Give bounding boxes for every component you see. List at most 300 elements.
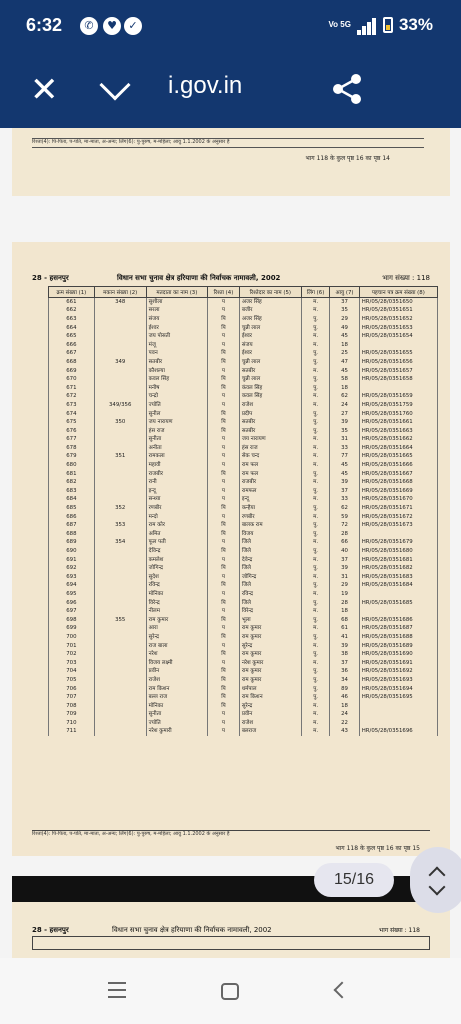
table-cell: राजेश <box>239 719 301 728</box>
table-row <box>49 340 438 349</box>
column-header: रिश्ता (4) <box>208 287 240 298</box>
table-cell: पि <box>208 650 240 659</box>
table-row <box>49 641 438 650</box>
table-cell <box>94 409 146 418</box>
part-number-next: भाग संख्या : 118 <box>379 927 420 934</box>
table-cell: 31 <box>330 435 359 444</box>
table-cell: ज्योति <box>146 719 207 728</box>
table-cell: पु. <box>301 315 330 324</box>
table-row <box>49 633 438 642</box>
table-cell: HR/05/28/0351681 <box>359 555 437 564</box>
table-cell: 680 <box>49 461 95 470</box>
pdf-viewer[interactable] <box>0 128 461 958</box>
table-cell: प <box>208 444 240 453</box>
table-cell: म. <box>301 719 330 728</box>
table-cell: म. <box>301 701 330 710</box>
roll-title-next: विधान सभा चुनाव क्षेत्र हरियाणा की निर्वाचक नामावली, 2002 <box>112 926 272 934</box>
table-cell: 349 <box>94 358 146 367</box>
table-cell <box>94 478 146 487</box>
table-cell: मोनिका <box>146 590 207 599</box>
table-cell: HR/05/28/0351695 <box>359 693 437 702</box>
table-cell: पु. <box>301 409 330 418</box>
table-cell: HR/05/28/0351759 <box>359 401 437 410</box>
table-cell: प <box>208 710 240 719</box>
table-row <box>49 298 438 307</box>
table-cell: 38 <box>330 650 359 659</box>
table-cell <box>94 366 146 375</box>
table-cell <box>94 658 146 667</box>
table-cell: HR/05/28/0351653 <box>359 323 437 332</box>
table-cell: पु. <box>301 676 330 685</box>
table-cell: पि <box>208 418 240 427</box>
home-icon[interactable] <box>221 983 239 1000</box>
table-cell: 25 <box>330 349 359 358</box>
table-cell: रामकला <box>146 452 207 461</box>
table-row <box>49 495 438 504</box>
table-cell: प <box>208 392 240 401</box>
table-cell: 351 <box>94 452 146 461</box>
table-cell: 354 <box>94 538 146 547</box>
table-cell: चन्द्रो <box>146 392 207 401</box>
table-cell: म. <box>301 435 330 444</box>
table-cell <box>359 530 437 539</box>
table-cell <box>94 435 146 444</box>
table-cell: पु. <box>301 581 330 590</box>
table-cell: प <box>208 332 240 341</box>
table-cell: 686 <box>49 512 95 521</box>
table-cell: HR/05/28/0351651 <box>359 306 437 315</box>
legend-note: रिश्ता(4): पि-पिता, प-पति, मा-माता, अ-अन्य; लिंग(6): पु-पुरुष, म-महिला; आयु 1.1.2002 के अनुसार है <box>32 138 424 148</box>
table-cell: पु. <box>301 383 330 392</box>
table-cell: 663 <box>49 315 95 324</box>
table-cell: प <box>208 298 240 307</box>
table-cell <box>94 426 146 435</box>
table-cell: नरेश कुमारी <box>146 727 207 736</box>
table-cell: राजबीर <box>239 478 301 487</box>
table-cell: 701 <box>49 641 95 650</box>
table-row <box>49 332 438 341</box>
table-cell: पि <box>208 358 240 367</box>
table-cell: 692 <box>49 564 95 573</box>
table-cell: पि <box>208 701 240 710</box>
table-cell: चुन्नी लाल <box>239 358 301 367</box>
table-cell: पु. <box>301 693 330 702</box>
table-row <box>49 667 438 676</box>
table-cell: 89 <box>330 684 359 693</box>
table-cell: राम कोर <box>146 521 207 530</box>
table-cell: म. <box>301 710 330 719</box>
table-cell: 670 <box>49 375 95 384</box>
table-row <box>49 684 438 693</box>
table-row <box>49 504 438 513</box>
share-icon[interactable] <box>330 72 364 106</box>
table-cell: 674 <box>49 409 95 418</box>
table-cell: 37 <box>330 555 359 564</box>
table-cell: प <box>208 719 240 728</box>
table-cell: जय नारायण <box>239 435 301 444</box>
table-cell: HR/05/28/0351672 <box>359 512 437 521</box>
table-cell: सुनील <box>146 409 207 418</box>
table-cell: राम कुमार <box>239 676 301 685</box>
table-cell: पि <box>208 581 240 590</box>
table-cell: 682 <box>49 478 95 487</box>
table-row <box>49 401 438 410</box>
table-row <box>49 521 438 530</box>
table-cell: HR/05/28/0351690 <box>359 650 437 659</box>
table-cell: विरेन्द्र <box>239 607 301 616</box>
table-cell <box>94 633 146 642</box>
recents-icon[interactable] <box>108 982 126 998</box>
table-cell: पि <box>208 564 240 573</box>
table-cell <box>94 349 146 358</box>
table-cell: 18 <box>330 340 359 349</box>
table-cell: पि <box>208 323 240 332</box>
table-cell: HR/05/28/0351692 <box>359 667 437 676</box>
table-cell: जिले <box>239 564 301 573</box>
table-cell: HR/05/28/0351687 <box>359 624 437 633</box>
close-icon[interactable]: ✕ <box>30 70 59 110</box>
page-footer-15: भाग 118 के कुल पृष्ठ 16 का पृष्ठ 15 <box>335 845 420 852</box>
table-header-row <box>49 287 438 298</box>
table-cell: पु. <box>301 650 330 659</box>
table-cell: इन्दू <box>146 487 207 496</box>
table-cell: म. <box>301 340 330 349</box>
table-cell: पि <box>208 676 240 685</box>
table-cell: पु. <box>301 323 330 332</box>
table-cell: 703 <box>49 658 95 667</box>
table-cell <box>359 710 437 719</box>
back-icon[interactable] <box>334 982 351 999</box>
table-cell: 683 <box>49 487 95 496</box>
table-cell: HR/05/28/0351686 <box>359 615 437 624</box>
table-cell: प <box>208 401 240 410</box>
table-cell: म. <box>301 607 330 616</box>
table-cell: 47 <box>330 358 359 367</box>
table-cell: HR/05/28/0351685 <box>359 598 437 607</box>
table-cell: अमित <box>146 530 207 539</box>
table-row <box>49 650 438 659</box>
table-cell: ईश्वर <box>146 323 207 332</box>
table-row <box>49 598 438 607</box>
table-cell: 37 <box>330 658 359 667</box>
status-right <box>328 15 433 35</box>
table-cell: 710 <box>49 719 95 728</box>
url-text[interactable]: i.gov.in <box>168 72 243 99</box>
table-cell: पु. <box>301 633 330 642</box>
table-cell: सतबीर <box>239 418 301 427</box>
table-cell: 679 <box>49 452 95 461</box>
table-cell: नरेश कुमार <box>239 658 301 667</box>
table-cell: राम कुमार <box>239 624 301 633</box>
table-row <box>49 555 438 564</box>
table-cell: पि <box>208 693 240 702</box>
table-cell: 58 <box>330 375 359 384</box>
table-cell: पु. <box>301 358 330 367</box>
table-cell: HR/05/28/0351673 <box>359 521 437 530</box>
table-cell: 24 <box>330 401 359 410</box>
column-header: पहचान पत्र क्रम संख्या (8) <box>359 287 437 298</box>
table-cell: 39 <box>330 564 359 573</box>
table-cell: 671 <box>49 383 95 392</box>
table-cell <box>94 598 146 607</box>
table-row <box>49 366 438 375</box>
table-cell: राम फल <box>239 461 301 470</box>
table-cell: पु. <box>301 349 330 358</box>
messenger-icon: ✓ <box>124 17 142 35</box>
table-cell <box>94 641 146 650</box>
table-cell: प <box>208 555 240 564</box>
table-cell: इन्दू <box>239 495 301 504</box>
chevron-down-icon[interactable] <box>429 879 446 896</box>
table-cell: पु. <box>301 487 330 496</box>
table-cell: म. <box>301 332 330 341</box>
table-cell: बालक राम <box>239 521 301 530</box>
table-row <box>49 469 438 478</box>
table-cell: पि <box>208 349 240 358</box>
table-cell: राजबीर <box>146 469 207 478</box>
table-cell: देवेन्द्र <box>239 555 301 564</box>
table-cell <box>94 555 146 564</box>
table-row <box>49 375 438 384</box>
table-row <box>49 727 438 736</box>
constituency-label: 28 - हसनपुर <box>32 274 69 282</box>
table-cell: 34 <box>330 676 359 685</box>
table-cell: 678 <box>49 444 95 453</box>
table-cell: जोगिन्द्र <box>239 573 301 582</box>
table-cell: HR/05/28/0351664 <box>359 444 437 453</box>
table-cell: पि <box>208 633 240 642</box>
table-cell <box>94 676 146 685</box>
table-cell: सतबीर <box>146 358 207 367</box>
signal-icon <box>357 15 377 35</box>
page-scroll-button[interactable] <box>410 847 461 913</box>
column-header: रिश्तेदार का नाम (5) <box>239 287 301 298</box>
table-row <box>49 435 438 444</box>
table-row <box>49 315 438 324</box>
table-row <box>49 306 438 315</box>
table-cell: म. <box>301 392 330 401</box>
table-cell: म. <box>301 298 330 307</box>
table-cell: पि <box>208 684 240 693</box>
table-row <box>49 487 438 496</box>
table-row <box>49 607 438 616</box>
chevron-down-icon[interactable] <box>99 69 130 100</box>
table-cell: 37 <box>330 298 359 307</box>
table-cell: जिले <box>239 538 301 547</box>
table-row <box>49 452 438 461</box>
table-cell <box>94 315 146 324</box>
table-cell: प <box>208 461 240 470</box>
table-cell: मन्दो <box>146 512 207 521</box>
table-cell <box>94 710 146 719</box>
table-cell: 19 <box>330 590 359 599</box>
page-header <box>32 274 430 286</box>
table-cell: सरला <box>146 306 207 315</box>
table-cell: 673 <box>49 401 95 410</box>
table-cell: HR/05/28/0351658 <box>359 375 437 384</box>
table-row <box>49 581 438 590</box>
table-cell: 698 <box>49 615 95 624</box>
table-cell <box>94 564 146 573</box>
table-cell: 35 <box>330 426 359 435</box>
table-row <box>49 323 438 332</box>
table-cell: राम किशन <box>239 693 301 702</box>
table-cell: अजर सिंह <box>239 298 301 307</box>
part-number: भाग संख्या : 118 <box>382 274 430 282</box>
table-cell: रणबीर <box>239 512 301 521</box>
table-cell: कवल सिंह <box>239 392 301 401</box>
table-cell: सुनीता <box>146 435 207 444</box>
table-cell: रणबीर <box>146 504 207 513</box>
table-cell: 690 <box>49 547 95 556</box>
table-row <box>49 658 438 667</box>
table-cell: पु. <box>301 426 330 435</box>
table-cell: प <box>208 658 240 667</box>
table-cell: पि <box>208 383 240 392</box>
table-cell: म. <box>301 512 330 521</box>
table-cell: 687 <box>49 521 95 530</box>
table-cell: HR/05/28/0351671 <box>359 504 437 513</box>
table-row <box>49 573 438 582</box>
table-cell: हंस राज <box>146 426 207 435</box>
table-cell: HR/05/28/0351668 <box>359 478 437 487</box>
table-cell: 40 <box>330 547 359 556</box>
table-cell: 18 <box>330 701 359 710</box>
table-cell: 28 <box>330 530 359 539</box>
table-cell: प <box>208 495 240 504</box>
table-cell: HR/05/28/0351760 <box>359 409 437 418</box>
table-cell <box>359 719 437 728</box>
table-cell <box>94 487 146 496</box>
table-cell: प <box>208 607 240 616</box>
table-cell <box>94 684 146 693</box>
table-cell: पि <box>208 469 240 478</box>
table-cell: म. <box>301 624 330 633</box>
table-cell: 669 <box>49 366 95 375</box>
table-cell: HR/05/28/0351680 <box>359 547 437 556</box>
table-cell: फूल पती <box>146 538 207 547</box>
table-cell: HR/05/28/0351666 <box>359 461 437 470</box>
table-cell: 28 <box>330 598 359 607</box>
table-cell: 45 <box>330 332 359 341</box>
table-cell: रानी <box>146 478 207 487</box>
page-footer-14: भाग 118 के कुल पृष्ठ 16 का पृष्ठ 14 <box>305 155 390 162</box>
table-row <box>49 624 438 633</box>
table-cell: अनीता <box>146 444 207 453</box>
table-cell: बजीर <box>239 306 301 315</box>
table-cell: देविन्द्र <box>146 547 207 556</box>
table-cell: म. <box>301 495 330 504</box>
table-cell: राजेश <box>146 676 207 685</box>
table-row <box>49 693 438 702</box>
table-cell: पु. <box>301 547 330 556</box>
table-cell: 68 <box>330 615 359 624</box>
table-cell: 696 <box>49 598 95 607</box>
table-cell: जय पोसती <box>146 332 207 341</box>
table-cell <box>94 719 146 728</box>
table-cell: सुरेन्द्र <box>146 633 207 642</box>
table-cell <box>359 590 437 599</box>
table-cell: पि <box>208 547 240 556</box>
table-cell: म. <box>301 590 330 599</box>
table-cell: HR/05/28/0351669 <box>359 487 437 496</box>
table-cell: सेक चन्द <box>239 452 301 461</box>
table-cell <box>94 727 146 736</box>
table-cell: विजय <box>239 530 301 539</box>
table-row <box>49 461 438 470</box>
table-cell <box>94 573 146 582</box>
table-cell: प <box>208 452 240 461</box>
table-cell: प <box>208 641 240 650</box>
table-cell <box>94 547 146 556</box>
table-cell: 41 <box>330 633 359 642</box>
table-cell: प <box>208 573 240 582</box>
table-cell: 685 <box>49 504 95 513</box>
table-cell: 707 <box>49 693 95 702</box>
table-cell: प <box>208 478 240 487</box>
table-cell: हंस राज <box>239 444 301 453</box>
table-cell: सुरेन्द्र <box>239 701 301 710</box>
table-cell: म. <box>301 555 330 564</box>
table-cell: HR/05/28/0351662 <box>359 435 437 444</box>
table-cell: HR/05/28/0351696 <box>359 727 437 736</box>
page-indicator: 15/16 <box>314 863 394 897</box>
table-cell: सतबीर <box>239 426 301 435</box>
table-cell <box>94 701 146 710</box>
table-cell: 350 <box>94 418 146 427</box>
table-cell <box>94 581 146 590</box>
table-cell: HR/05/28/0351684 <box>359 581 437 590</box>
table-cell: पि <box>208 521 240 530</box>
table-row <box>49 710 438 719</box>
table-cell: बलराज <box>239 727 301 736</box>
table-cell <box>94 667 146 676</box>
table-cell: 39 <box>330 418 359 427</box>
table-cell: पि <box>208 315 240 324</box>
table-cell: पि <box>208 598 240 607</box>
table-cell: चुन्नी लाल <box>239 323 301 332</box>
network-label: Vo 5G <box>328 20 351 29</box>
table-cell: प <box>208 590 240 599</box>
table-cell: 36 <box>330 667 359 676</box>
table-cell: 49 <box>330 323 359 332</box>
table-cell: सुरेन्द्र <box>239 641 301 650</box>
roll-title: विधान सभा चुनाव क्षेत्र हरियाणा की निर्वाचक नामावली, 2002 <box>117 274 281 282</box>
column-header: मकान संख्या (2) <box>94 287 146 298</box>
table-cell: राम कुमार <box>239 650 301 659</box>
table-cell: 702 <box>49 650 95 659</box>
table-cell: प <box>208 487 240 496</box>
table-cell: म. <box>301 401 330 410</box>
status-time: 6:32 <box>26 15 63 35</box>
table-cell: महावी <box>146 461 207 470</box>
table-cell: 62 <box>330 392 359 401</box>
table-header-next <box>32 936 430 950</box>
table-row <box>49 719 438 728</box>
table-cell: बल्ल राज <box>146 693 207 702</box>
table-cell: म. <box>301 478 330 487</box>
table-cell: जिले <box>239 547 301 556</box>
table-cell: 681 <box>49 469 95 478</box>
table-cell: सुनीता <box>146 710 207 719</box>
table-cell: रविन्द्र <box>146 581 207 590</box>
table-cell: म. <box>301 461 330 470</box>
table-cell: 29 <box>330 581 359 590</box>
table-cell: HR/05/28/0351667 <box>359 469 437 478</box>
pdf-page-15 <box>12 242 450 856</box>
table-row <box>49 418 438 427</box>
table-cell: 33 <box>330 444 359 453</box>
